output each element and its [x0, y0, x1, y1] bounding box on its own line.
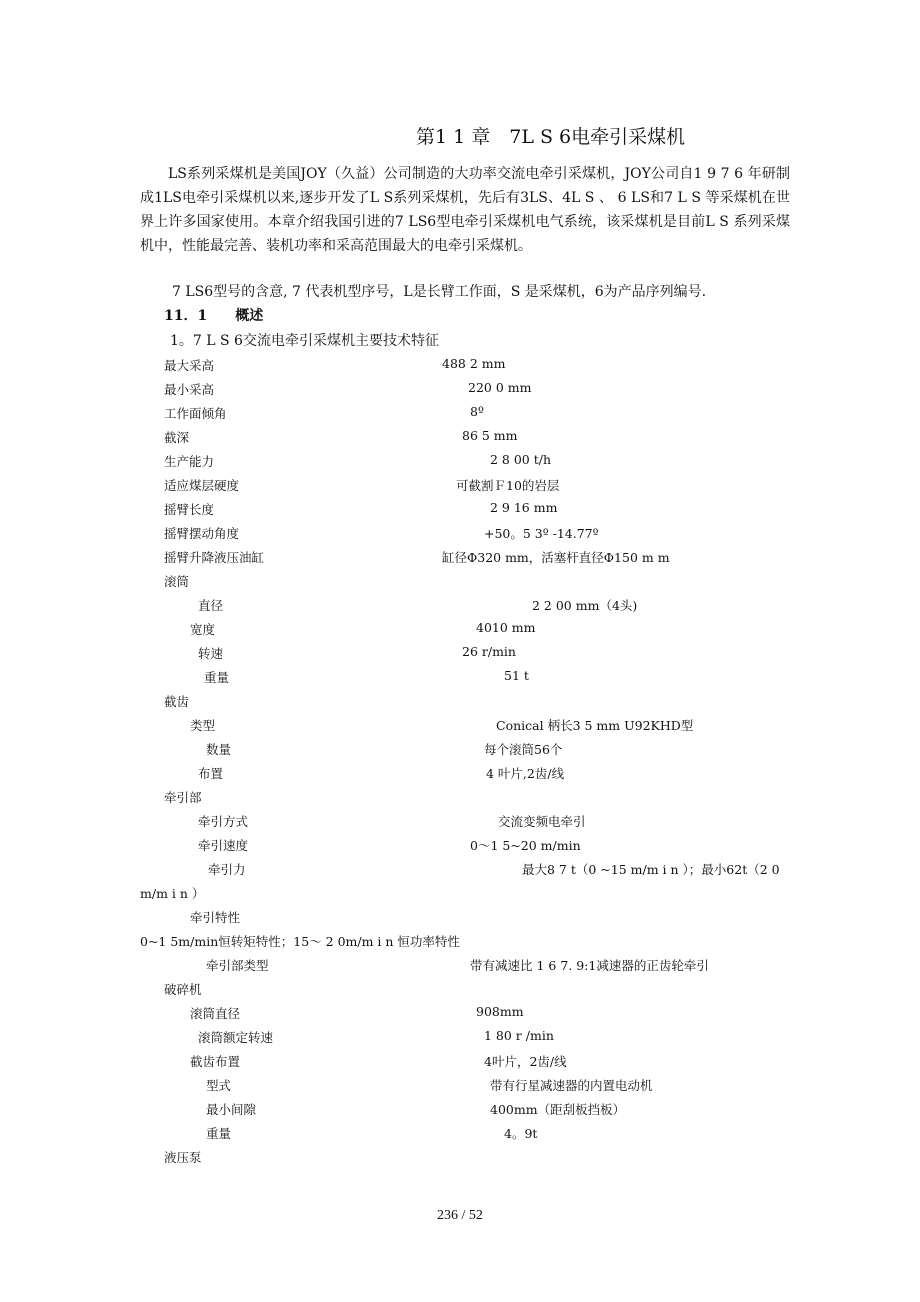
spec-group-heading — [0, 1148, 920, 1172]
spec-value: 51 t — [504, 668, 529, 683]
spec-row — [0, 476, 920, 500]
spec-row — [0, 548, 920, 572]
spec-label: 重量 — [204, 670, 230, 685]
spec-value: 每个滚筒56个 — [484, 742, 563, 757]
spec-label: 截齿 — [164, 694, 190, 709]
spec-row — [0, 1004, 920, 1028]
spec-value: 2 9 16 mm — [490, 500, 558, 515]
spec-value: 86 5 mm — [462, 428, 518, 443]
spec-label: 生产能力 — [164, 454, 215, 469]
spec-label: 牵引方式 — [198, 814, 249, 829]
chapter-title: 第1 1 章 7L S 6电牵引采煤机 — [416, 126, 686, 148]
spec-value: 缸径Φ320 mm，活塞杆直径Φ150 m m — [442, 550, 670, 565]
spec-row — [0, 1028, 920, 1052]
spec-row — [0, 524, 920, 548]
spec-value: 4010 mm — [476, 620, 536, 635]
spec-label: 液压泵 — [164, 1150, 202, 1165]
spec-wrap-line — [0, 932, 920, 956]
spec-label: 牵引部类型 — [206, 958, 269, 973]
spec-row — [0, 956, 920, 980]
spec-row — [0, 1052, 920, 1076]
spec-label: 摇臂摆动角度 — [164, 526, 240, 541]
spec-row — [0, 1124, 920, 1148]
spec-value: 4 叶片,2齿/线 — [486, 766, 565, 781]
spec-group-heading — [0, 980, 920, 1004]
spec-label: 滚筒额定转速 — [198, 1030, 274, 1045]
model-meaning-paragraph: 7 LS6型号的含意, 7 代表机型序号，L是长臂工作面，S 是采煤机，6为产品序列编号. — [172, 284, 707, 300]
spec-label: 牵引速度 — [198, 838, 249, 853]
subsection-heading: 1。7 L S 6交流电牵引采煤机主要技术特征 — [170, 333, 439, 349]
spec-row — [0, 764, 920, 788]
spec-value: 2 2 00 mm（4头) — [532, 598, 638, 613]
spec-label: 数量 — [206, 742, 232, 757]
spec-label: 破碎机 — [164, 982, 202, 997]
spec-label: 重量 — [206, 1126, 232, 1141]
spec-value: 220 0 mm — [468, 380, 532, 395]
spec-label: 滚筒 — [164, 574, 190, 589]
spec-value: 26 r/min — [462, 644, 516, 659]
spec-row — [0, 1100, 920, 1124]
spec-row — [0, 428, 920, 452]
section-heading: 11．1 概述 — [164, 308, 264, 324]
spec-row — [0, 740, 920, 764]
spec-label: 牵引特性 — [190, 910, 241, 925]
spec-value: 带有减速比 1 6 7. 9:1减速器的正齿轮牵引 — [470, 958, 709, 973]
spec-row — [0, 1076, 920, 1100]
intro-paragraph: LS系列采煤机是美国JOY（久益）公司制造的大功率交流电牵引采煤机，JOY公司自1 9 7 6 年研制成1LS电牵引采煤机以来,逐步开发了L S系列采煤机，先后有3LS、4L S 、 6 LS和7 L S 等采煤机在世界上许多国家使用。本章介绍我国引进的7 LS6型电牵引采煤机电气系统，该采煤机是目前L S 系列采煤机中，性能最完善、装机功率和采高范围最大的电牵引采煤机。 — [140, 166, 790, 254]
spec-row — [0, 644, 920, 668]
spec-row — [0, 668, 920, 692]
spec-row — [0, 356, 920, 380]
spec-label: m/m i n ） — [140, 886, 205, 901]
spec-value: 2 8 00 t/h — [490, 452, 552, 467]
spec-label: 最大采高 — [164, 358, 215, 373]
spec-row — [0, 908, 920, 932]
spec-label: 牵引部 — [164, 790, 202, 805]
spec-label: 适应煤层硬度 — [164, 478, 240, 493]
spec-group-heading — [0, 692, 920, 716]
spec-label: 型式 — [206, 1078, 232, 1093]
spec-group-heading — [0, 788, 920, 812]
spec-value: +50。5 3º -14.77º — [484, 526, 599, 541]
spec-row — [0, 860, 920, 884]
spec-label: 截深 — [164, 430, 190, 445]
spec-value: 908mm — [476, 1004, 524, 1019]
spec-row — [0, 500, 920, 524]
spec-wrap-line — [0, 884, 920, 908]
spec-label: 布置 — [198, 766, 224, 781]
spec-row — [0, 596, 920, 620]
spec-value: 4叶片，2齿/线 — [484, 1054, 567, 1069]
spec-label: 滚筒直径 — [190, 1006, 241, 1021]
spec-value: 交流变频电牵引 — [498, 814, 586, 829]
spec-value: 1 80 r /min — [484, 1028, 554, 1043]
spec-value: 4。9t — [504, 1126, 538, 1141]
spec-row — [0, 620, 920, 644]
spec-label: 工作面倾角 — [164, 406, 227, 421]
spec-value: 可截割Ｆ10的岩层 — [456, 478, 560, 493]
spec-label: 转速 — [198, 646, 224, 661]
spec-value: Conical 柄长3 5 mm U92KHD型 — [496, 718, 694, 733]
spec-label: 宽度 — [190, 622, 216, 637]
spec-value: 带有行星减速器的内置电动机 — [490, 1078, 653, 1093]
spec-label: 类型 — [190, 718, 216, 733]
spec-label: 最小采高 — [164, 382, 215, 397]
spec-label: 截齿布置 — [190, 1054, 241, 1069]
spec-value: 8º — [470, 404, 484, 419]
spec-label: 摇臂长度 — [164, 502, 215, 517]
spec-label: 最小间隙 — [206, 1102, 257, 1117]
page-number: 236 / 52 — [437, 1208, 483, 1223]
spec-label: 摇臂升降液压油缸 — [164, 550, 265, 565]
spec-label: 牵引力 — [208, 862, 246, 877]
spec-row — [0, 716, 920, 740]
spec-label: 0~1 5m/min恒转矩特性；15～ 2 0m/m i n 恒功率特性 — [140, 934, 460, 949]
spec-value: 0～1 5~20 m/min — [470, 838, 581, 853]
spec-label: 直径 — [198, 598, 224, 613]
spec-row — [0, 404, 920, 428]
spec-value: 488 2 mm — [442, 356, 506, 371]
spec-group-heading — [0, 572, 920, 596]
spec-row — [0, 836, 920, 860]
spec-row — [0, 380, 920, 404]
spec-row — [0, 452, 920, 476]
spec-value: 最大8 7 t（0 ~15 m/m i n ）；最小62t（2 0 — [522, 862, 780, 877]
spec-value: 400mm（距刮板挡板） — [490, 1102, 626, 1117]
spec-row — [0, 812, 920, 836]
